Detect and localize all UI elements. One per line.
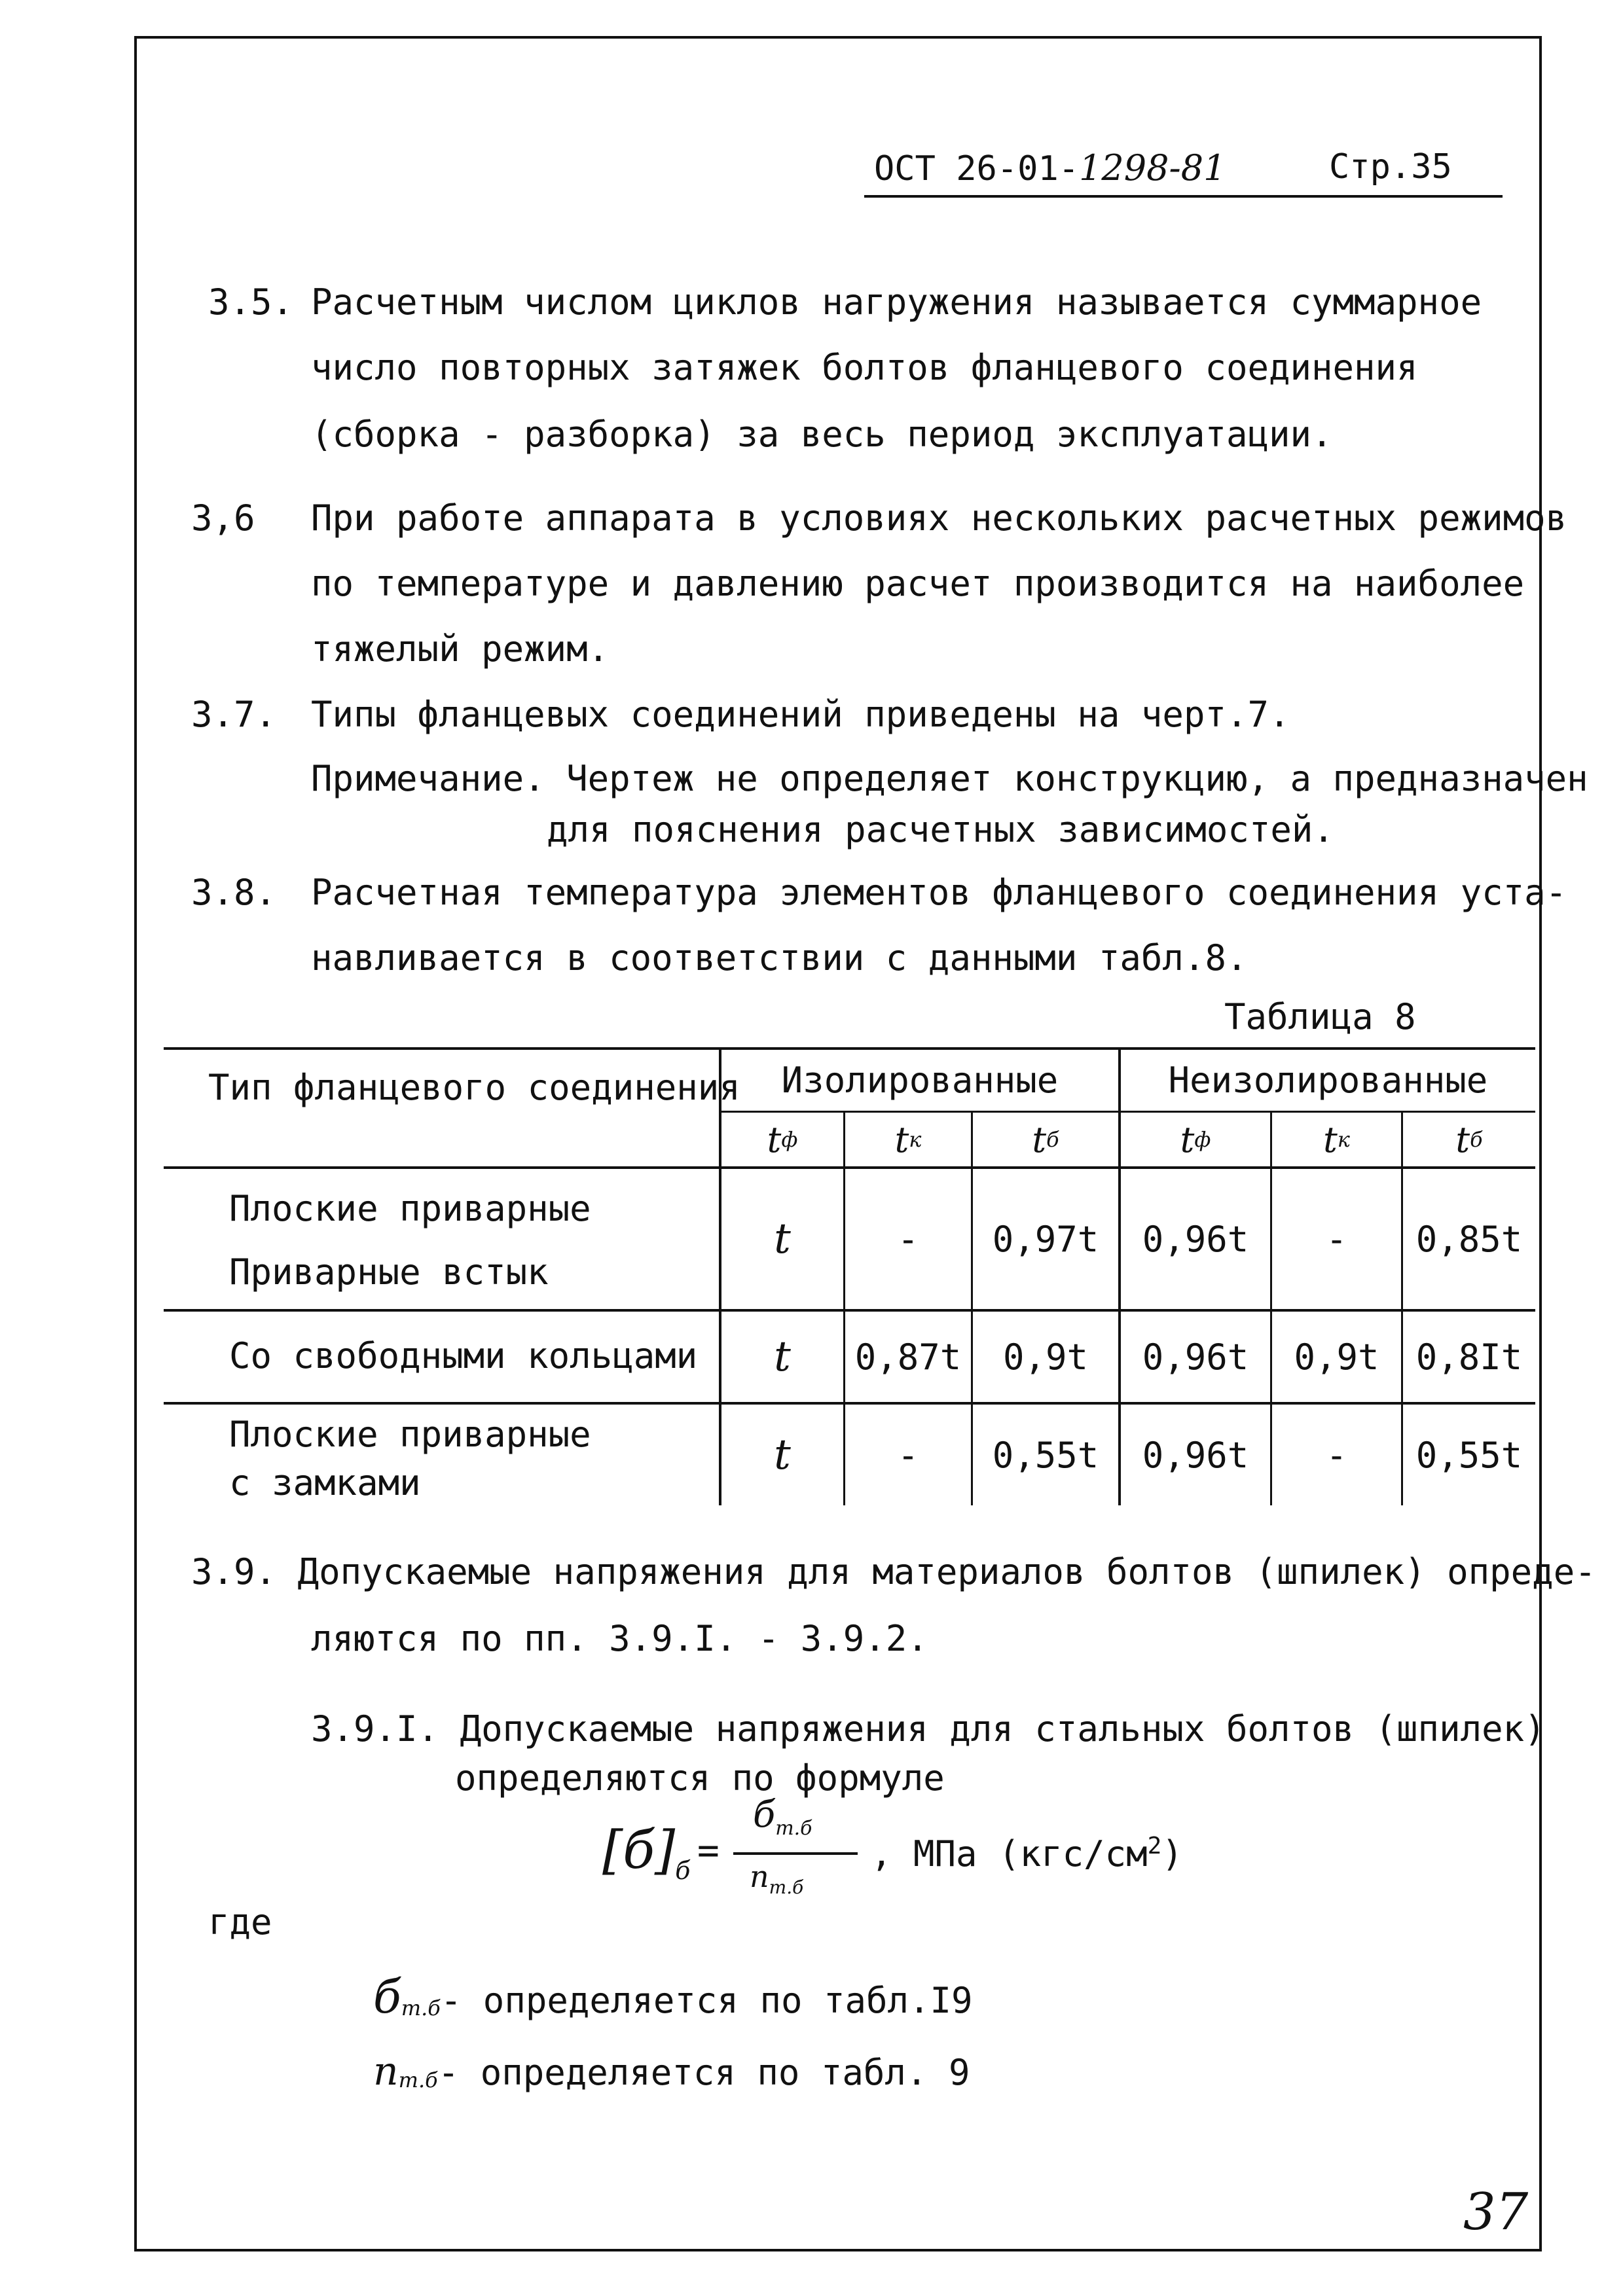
definition-line <box>373 2049 970 2094</box>
doc-code-handwritten: 1298-81 <box>1079 147 1226 188</box>
formula-units-text: , МПа (кгс/см <box>871 1833 1148 1874</box>
subheader-t-b <box>1403 1113 1535 1166</box>
row-label: Плоские приварные <box>229 1414 591 1455</box>
table-cell: 0,87t <box>854 1336 962 1378</box>
para-number: 3,6 <box>191 497 255 539</box>
subheader-symbol: t <box>1455 1119 1470 1160</box>
formula-index: б <box>675 1856 691 1885</box>
para-number: 3.5. <box>208 281 294 323</box>
formula-symbol: [б] <box>602 1820 676 1880</box>
formula-index: т.б <box>769 1876 804 1899</box>
definition-index: т.б <box>401 1996 441 2021</box>
col-header-type: Тип фланцевого соединения <box>208 1067 740 1108</box>
subheader-index: ф <box>781 1127 798 1152</box>
formula-lhs <box>602 1820 690 1885</box>
definition-symbol: б <box>373 1970 401 2024</box>
subheader-symbol: t <box>1323 1119 1338 1160</box>
table-cell: 0,8It <box>1415 1336 1523 1378</box>
table-cell: 0,9t <box>1294 1336 1379 1378</box>
page-label: Стр.35 <box>1329 147 1452 187</box>
fraction-bar <box>733 1852 858 1855</box>
para-text: навливается в соответствии с данными табл.8. <box>311 937 1248 978</box>
group-header-uninsulated: Неизолированные <box>1168 1060 1488 1101</box>
para-text: Расчетная температура элементов фланцевого соединения уста- <box>311 872 1567 913</box>
formula-units-close: ) <box>1161 1833 1183 1874</box>
para-text: ляются по пп. 3.9.I. - 3.9.2. <box>311 1618 928 1659</box>
para-number: 3.7. <box>191 694 277 735</box>
subheader-t-k <box>845 1113 971 1166</box>
formula-denominator <box>750 1859 803 1898</box>
subheader-symbol: t <box>1180 1119 1195 1160</box>
definition-line <box>373 1970 973 2024</box>
page-number: 37 <box>1463 2183 1529 2242</box>
table-cell: t <box>774 1215 791 1263</box>
table-cell: 0,9t <box>1002 1336 1089 1378</box>
table-cell: 0,85t <box>1415 1218 1523 1260</box>
row-label: Со свободными кольцами <box>229 1335 698 1376</box>
definition-text: - определяется по табл.I9 <box>440 1980 973 2021</box>
subheader-symbol: t <box>1032 1119 1047 1160</box>
table-cell: - <box>897 1218 919 1260</box>
subheader-index: б <box>1046 1127 1059 1152</box>
formula-symbol: б <box>753 1793 776 1836</box>
note-text: для пояснения расчетных зависимостей. <box>547 809 1334 850</box>
table-cell: 0,96t <box>1142 1434 1249 1476</box>
formula-units <box>871 1833 1183 1874</box>
para-text: 3.9.I. Допускаемые напряжения для стальных болтов (шпилек) <box>311 1708 1546 1749</box>
subheader-index: б <box>1470 1127 1483 1152</box>
para-text: 3.9. Допускаемые напряжения для материалов болтов (шпилек) опреде- <box>191 1551 1596 1592</box>
formula-units-exponent: 2 <box>1147 1833 1162 1859</box>
subheader-t-k <box>1272 1113 1401 1166</box>
table-caption: Таблица 8 <box>1224 996 1416 1037</box>
row-label: Плоские приварные <box>229 1188 591 1229</box>
para-text: определяются по формуле <box>455 1757 945 1799</box>
row-label: Приварные встык <box>229 1251 549 1293</box>
subheader-t-b <box>973 1113 1118 1166</box>
row-label: с замками <box>229 1462 421 1503</box>
table-cell: 0,96t <box>1142 1218 1249 1260</box>
subheader-index: к <box>909 1127 922 1152</box>
para-text: число повторных затяжек болтов фланцевого соединения <box>311 347 1418 388</box>
doc-code-printed: ОСТ 26-01- <box>874 149 1080 188</box>
group-header-insulated: Изолированные <box>781 1060 1059 1101</box>
subheader-index: ф <box>1194 1127 1211 1152</box>
table-cell: t <box>774 1431 791 1479</box>
formula-numerator <box>753 1793 812 1840</box>
table-cell: 0,97t <box>992 1218 1099 1260</box>
table-cell: - <box>1326 1434 1347 1476</box>
header-rule <box>864 195 1503 198</box>
para-text: Расчетным числом циклов нагружения называется суммарное <box>311 281 1482 323</box>
table-cell: 0,55t <box>992 1434 1099 1476</box>
subheader-index: к <box>1337 1127 1350 1152</box>
table-cell: t <box>774 1333 791 1381</box>
subheader-t-f <box>721 1113 843 1166</box>
note-text: Примечание. Чертеж не определяет конструкцию, а предназначен <box>311 758 1588 799</box>
subheader-symbol: t <box>894 1119 909 1160</box>
formula-index: т.б <box>775 1817 812 1840</box>
subheader-symbol: t <box>767 1119 782 1160</box>
formula-symbol: n <box>750 1859 769 1894</box>
table-cell: - <box>897 1434 919 1476</box>
definition-symbol: n <box>373 2049 399 2094</box>
para-text: тяжелый режим. <box>311 628 610 670</box>
formula-equals: = <box>697 1829 720 1872</box>
para-number: 3.8. <box>191 872 277 913</box>
table-cell: - <box>1326 1218 1347 1260</box>
where-label: где <box>208 1901 272 1943</box>
table-cell: 0,96t <box>1142 1336 1249 1378</box>
doc-code <box>874 147 1226 188</box>
para-text: (сборка - разборка) за весь период эксплуатации. <box>311 414 1333 455</box>
definition-text: - определяется по табл. 9 <box>437 2052 970 2093</box>
subheader-t-f <box>1121 1113 1270 1166</box>
para-text: Типы фланцевых соединений приведены на черт.7. <box>311 694 1290 735</box>
para-text: При работе аппарата в условиях нескольких расчетных режимов <box>311 497 1567 539</box>
definition-index: т.б <box>398 2068 438 2093</box>
para-text: по температуре и давлению расчет производится на наиболее <box>311 563 1525 604</box>
table-cell: 0,55t <box>1415 1434 1523 1476</box>
